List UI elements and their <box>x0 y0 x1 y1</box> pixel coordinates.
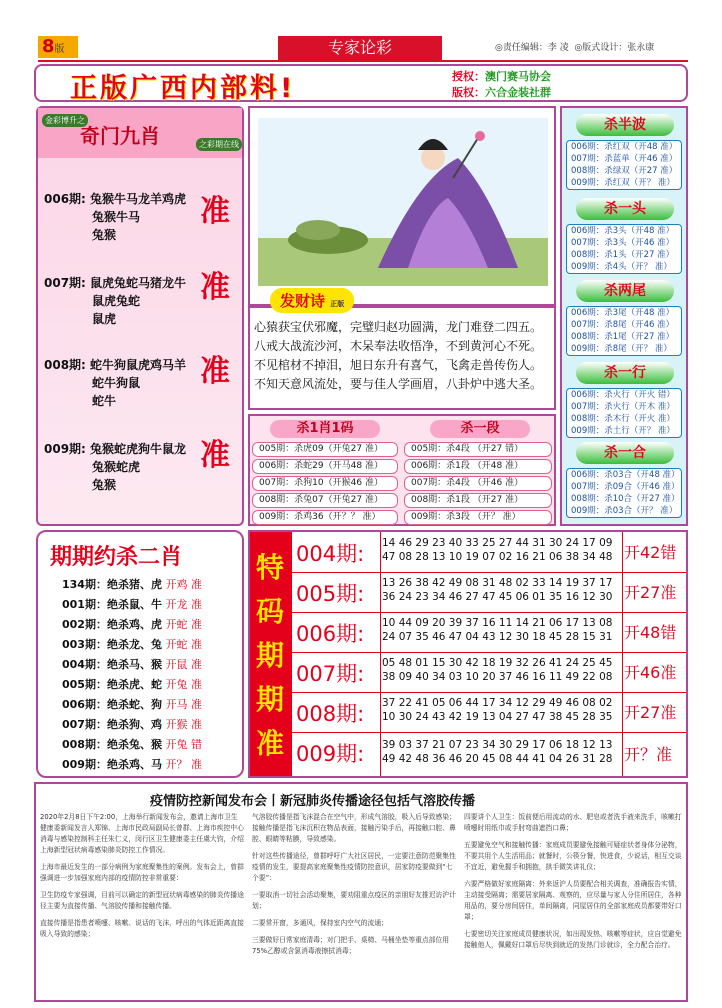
tema-row-divider <box>292 572 686 573</box>
tema-side-char: 特 <box>256 551 285 584</box>
right-row: 009期：杀03合（开？ 准） <box>571 506 678 516</box>
tema-numbers: 13 26 38 42 49 08 31 48 02 33 14 19 37 17 36 24 23 34 46 27 47 45 06 01 35 16 12 30 <box>382 577 613 603</box>
right-row: 006期：杀03合（开48 准） <box>571 470 680 480</box>
kill1-row: 007期：杀狗10（开猴46 准） <box>252 476 398 491</box>
tema-row-divider <box>292 732 686 733</box>
kill2-row: 134期：绝杀猪、虎 开鸡 准 <box>62 578 202 591</box>
right-row: 008期：杀绿双（开27 准） <box>571 166 678 176</box>
tema-period: 007期: <box>296 662 365 686</box>
killduan-row: 007期：杀4段 （开46 准） <box>404 476 552 491</box>
right-row: 007期：杀3头（开46 准） <box>571 238 675 248</box>
tema-period: 005期: <box>296 582 365 606</box>
kill2-row: 005期：绝杀虎、蛇 开兔 准 <box>62 678 202 691</box>
kill1-row: 009期：杀鸡36（开？？ 准） <box>252 510 398 525</box>
tema-side-char: 准 <box>256 727 285 760</box>
kill2-row: 007期：绝杀狗、鸡 开猴 准 <box>62 718 202 731</box>
header-divider <box>38 60 688 62</box>
kill2-row: 009期：绝杀鸡、马 开？ 准 <box>62 758 202 771</box>
qimen-mark: 准 <box>200 354 230 389</box>
tema-divider <box>622 532 623 776</box>
qimen-entry: 007期: 鼠虎兔蛇马猪龙牛 <box>44 276 187 290</box>
killduan-row: 008期：杀1段 （开27 准） <box>404 493 552 508</box>
right-row: 006期：杀3头（开48 准） <box>571 226 675 236</box>
qimen-entry: 008期: 蛇牛狗鼠虎鸡马羊 <box>44 358 187 372</box>
tema-result: 开42错 <box>624 543 677 562</box>
page-number: 8版 <box>38 36 78 58</box>
auth-line-1: 授权：澳门赛马协会 <box>452 70 551 83</box>
news-title: 疫情防控新闻发布会丨新冠肺炎传播途径包括气溶胶传播 <box>150 794 476 809</box>
kill1-row: 008期：杀兔07（开兔27 准） <box>252 493 398 508</box>
kill1-head: 杀1肖1码 <box>270 420 380 438</box>
tema-period: 006期: <box>296 622 365 646</box>
right-row: 009期：杀红双（开？ 准） <box>571 178 675 188</box>
qimen-entry: 009期: 兔猴蛇虎狗牛鼠龙 <box>44 442 187 456</box>
right-row: 009期：杀土行（开？ 准） <box>571 426 675 436</box>
right-row: 006期：杀3尾（开48 准） <box>571 308 675 318</box>
tema-row-divider <box>292 692 686 693</box>
auth-line-2: 版权：六合金装社群 <box>452 86 551 99</box>
tema-result: 开48错 <box>624 623 677 642</box>
poem-line: 八戒大战流沙河，木呆奉法收悟净，不到黄河心不死。 <box>254 339 543 353</box>
right-head-banbo: 杀半波 <box>576 114 674 136</box>
right-row: 007期：杀火行（开木 准） <box>571 402 675 412</box>
right-row: 007期：杀09合（开46 准） <box>571 482 680 492</box>
news-column-1: 2020年2月8日下午2:00，上海举行新闻发布会，邀请上海市卫生健康委新闻发言人郑锦、上海市民政局副局长曾群、上海市疾控中心消毒与感染控制科主任朱仁义，闵行区卫生健康委主任虞大钧，介绍上海新型冠状病毒感染肺炎防控工作情况。 上海市最近发生的一部分病例为家庭聚集性的案例。发布会上，曾群强调进一步加强家庭内部的疫情防控非常重要： 卫生防疫专家强调，目前可以确定的新型冠状病毒感染的肺炎传播途径主要为直接传播、气溶胶传播和接触传播。 直接传播是指患者喷嚏、咳嗽、说话的飞沫，呼出的气体近距离直接吸入导致的感染； <box>40 813 244 938</box>
tema-numbers: 10 44 09 20 39 37 16 11 14 21 06 17 13 08 24 07 35 46 47 04 43 12 30 18 45 28 15 31 <box>382 617 613 643</box>
qimen-mark: 准 <box>200 438 230 473</box>
tema-result: 开27准 <box>624 703 677 722</box>
killduan-head: 杀一段 <box>430 420 530 438</box>
right-row: 006期：杀火行（开火 错） <box>571 390 675 400</box>
kill2-row: 006期：绝杀蛇、狗 开马 准 <box>62 698 202 711</box>
right-head-liangwei: 杀两尾 <box>576 280 674 302</box>
right-row: 008期：杀1头（开27 准） <box>571 250 675 260</box>
qimen-line: 蛇牛 <box>92 394 117 408</box>
qimen-title: 奇门九肖 <box>80 124 160 148</box>
poem-line: 不知天意风流处，要与佳人学画眉，八卦炉中逃大圣。 <box>254 377 543 391</box>
tema-result: 开27准 <box>624 583 677 602</box>
right-group-yitou <box>566 224 682 274</box>
kill2-row: 002期：绝杀鸡、虎 开蛇 准 <box>62 618 202 631</box>
tema-period: 004期: <box>296 542 365 566</box>
news-column-3: 四要讲个人卫生：饭前便后用流动的水、肥皂或者洗手液来洗手，咳嗽打喷嚏时用纸巾或手肘弯曲遮挡口鼻； 五要避免空气和接触传播：家庭成员要避免接触可疑症状者身体分泌物，不要共用个人生活用品；就餐时，公筷分餐，快进食，少说话，相互交谈不宜近，避免握手和拥抱，拱手微笑讲礼仪； 六要严格做好家庭隔离：外来返沪人员要配合相关调查，准确报告实情，主动接受隔离；需要居家隔离、观察的，应尽量与家人分住所居住，各种用品的，要分房间居住，单间隔离，同屋居住的全部家庭成员都要带好口罩； 七要密切关注家庭成员健康状况，如出现发热、咳嗽等症状，应自觉避免接触他人，佩戴好口罩后尽快到就近的发热门诊就诊，全力配合治疗。 <box>464 813 682 949</box>
banner-title: 正版广西内部料! <box>70 73 296 104</box>
qimen-line: 兔猴蛇虎 <box>92 460 141 474</box>
qimen-entry: 006期: 兔猴牛马龙羊鸡虎 <box>44 192 187 206</box>
killduan-row: 006期：杀1段 （开48 准） <box>404 459 552 474</box>
tema-divider <box>380 532 381 776</box>
kill2-title: 期期约杀二肖 <box>50 545 183 570</box>
killduan-row: 009期：杀3段 （开？ 准） <box>404 510 552 525</box>
tema-numbers: 05 48 01 15 30 42 18 19 32 26 41 24 25 45 38 09 40 34 03 10 20 37 46 16 11 49 22 08 <box>382 657 613 683</box>
tema-numbers: 39 03 37 21 07 23 34 30 29 17 06 18 12 13 49 42 48 36 46 20 45 08 44 41 04 26 31 28 <box>382 739 613 765</box>
right-row: 008期：杀木行（开火 准） <box>571 414 675 424</box>
right-row: 009期：杀4头（开？ 准） <box>571 262 672 272</box>
tema-result: 开46准 <box>624 663 677 682</box>
right-group-banbo <box>566 140 682 190</box>
tema-result: 开？准 <box>624 745 673 764</box>
guanyin-illustration <box>258 118 548 286</box>
right-row: 008期：杀1尾（开27 准） <box>571 332 675 342</box>
kill2-row: 001期：绝杀鼠、牛 开龙 准 <box>62 598 202 611</box>
kill2-row: 004期：绝杀马、猴 开鼠 准 <box>62 658 202 671</box>
right-group-yihe <box>566 468 682 518</box>
qimen-mark: 准 <box>200 270 230 305</box>
qimen-tag-left: 金彩博升之 <box>42 114 88 127</box>
tema-period: 008期: <box>296 702 365 726</box>
section-title: 专家论彩 <box>278 36 442 60</box>
poem-line: 心猿获宝伏邪魔，完璧归赵功圆满，龙门难登二四五。 <box>254 320 543 334</box>
right-row: 009期：杀8尾（开？ 准） <box>571 344 672 354</box>
qimen-mark: 准 <box>200 194 230 229</box>
right-row: 006期：杀红双（开48 准） <box>571 142 678 152</box>
right-head-yitou: 杀一头 <box>576 198 674 220</box>
tema-side-char: 期 <box>256 683 285 716</box>
qimen-line: 鼠虎兔蛇 <box>92 294 141 308</box>
right-group-liangwei <box>566 306 682 356</box>
right-head-yihe: 杀一合 <box>576 442 674 464</box>
qimen-line: 蛇牛狗鼠 <box>92 376 141 390</box>
qimen-tag-right: 之彩期在线 <box>196 138 242 151</box>
poem-line: 不见棺材不掉泪，旭日东升有喜气，飞禽走兽传伤人。 <box>254 358 543 372</box>
kill2-row: 008期：绝杀兔、猴 开兔 错 <box>62 738 202 751</box>
tema-period: 009期: <box>296 742 365 766</box>
qimen-line: 兔猴 <box>92 478 117 492</box>
right-row: 007期：杀8尾（开46 准） <box>571 320 675 330</box>
right-group-yihang <box>566 388 682 438</box>
right-row: 008期：杀10合（开27 准） <box>571 494 680 504</box>
kill1-row: 005期：杀虎09（开兔27 准） <box>252 442 398 457</box>
qimen-line: 兔猴牛马 <box>92 210 141 224</box>
poem-tag: 发财诗 正版 <box>270 288 354 313</box>
tema-side-char: 码 <box>256 595 285 628</box>
kill1-row: 006期：杀蛇29（开马48 准） <box>252 459 398 474</box>
tema-side-char: 期 <box>256 639 285 672</box>
tema-numbers: 14 46 29 23 40 33 25 27 44 31 30 24 17 09 47 08 28 13 10 19 07 02 16 21 06 38 34 48 <box>382 537 613 563</box>
tema-row-divider <box>292 612 686 613</box>
right-head-yihang: 杀一行 <box>576 362 674 384</box>
credits: ◎责任编辑：李 凌 ◎版式设计：张永康 <box>495 43 655 53</box>
right-row: 007期：杀蓝单（开46 准） <box>571 154 678 164</box>
tema-numbers: 37 22 41 05 06 44 17 34 12 29 49 46 08 02 10 30 24 43 42 19 13 04 27 47 38 45 28 35 <box>382 697 613 723</box>
killduan-row: 005期：杀4段 （开27 错） <box>404 442 552 457</box>
qimen-line: 兔猴 <box>92 228 117 242</box>
qimen-line: 鼠虎 <box>92 312 117 326</box>
tema-row-divider <box>292 652 686 653</box>
news-column-2: 气溶胶传播是指飞沫混合在空气中，形成气溶胶，吸入后导致感染；接触传播是指飞沫沉积在物品表面，接触污染手后，再接触口腔、鼻腔、眼睛等粘膜，导致感染。 针对这些传播途径，曾群呼吁广大社区居民，一定要注意防范聚集性疫情的发生，要提高家庭聚集性疫情防控意识，居家防疫要做到“七个要”： 一要取消一切社会活动聚集，要劝阻重点疫区的亲朋好友推迟访沪计划； 二要常开窗，多通风，保持室内空气的流通； 三要做好日常家庭清毒；对门把手、桌椅、马桶坐垫等重点部位用75%乙醇或含氯消毒液擦拭消毒； <box>252 813 456 955</box>
kill2-row: 003期：绝杀龙、兔 开蛇 准 <box>62 638 202 651</box>
